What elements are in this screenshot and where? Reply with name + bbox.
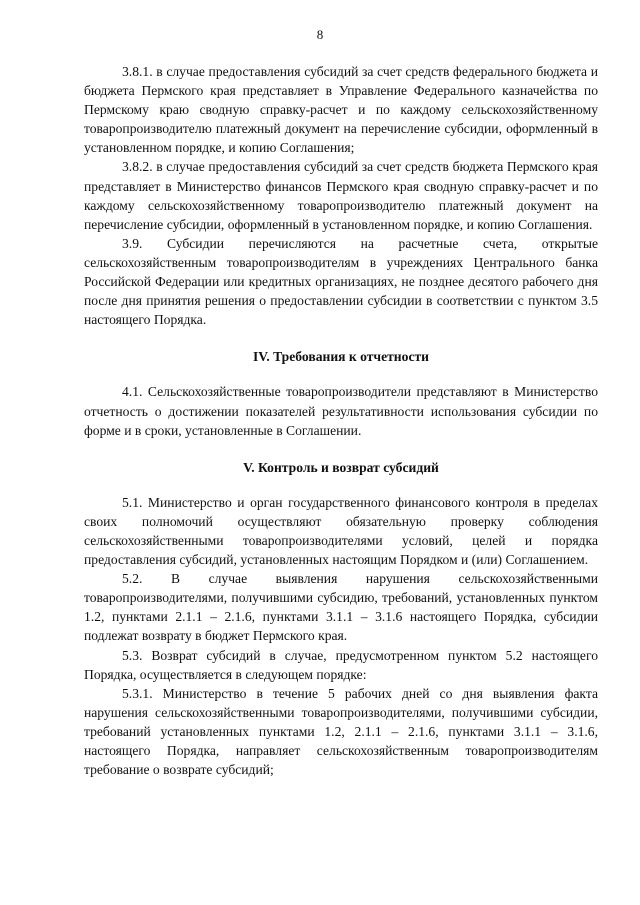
paragraph-5-3: 5.3. Возврат субсидий в случае, предусмотренном пунктом 5.2 настоящего Порядка, осуществляется в следующем порядке: xyxy=(84,647,598,682)
page-number: 8 xyxy=(316,27,324,42)
section-heading-iv: IV. Требования к отчетности xyxy=(252,349,429,365)
paragraph-3-8-2: 3.8.2. в случае предоставления субсидий за счет средств бюджета Пермского края представляет в Министерство финансов Пермского края сводную справку-расчет и по каждому сельскохозяйственному товаропроизводителю платежный документ на перечисление субсидии, оформленный в установленном порядке, и копию Соглашения. xyxy=(84,159,598,232)
paragraph-3-8-1: 3.8.1. в случае предоставления субсидий за счет средств федерального бюджета и бюджета Пермского края представляет в Управление Федерального казначейства по Пермскому краю сводную справку-расчет и по каждому сельскохозяйственному товаропроизводителю платежный документ на перечисление субсидии, оформленный в установленном порядке, и копию Соглашения; xyxy=(84,64,598,156)
paragraph-5-2: 5.2. В случае выявления нарушения сельскохозяйственными товаропроизводителями, получившими субсидию, требований, установленных пунктом 1.2, пунктами 2.1.1 – 2.1.6, пунктами 3.1.1 – 3.1.6 настоящего Порядка, субсидии подлежат возврату в бюджет Пермского края. xyxy=(84,571,598,644)
paragraph-4-1: 4.1. Сельскохозяйственные товаропроизводители представляют в Министерство отчетность о достижении показателей результативности использования субсидии по форме и в сроки, установленные в Соглашении. xyxy=(84,384,598,438)
document-body xyxy=(84,62,598,779)
paragraph-5-3-1: 5.3.1. Министерство в течение 5 рабочих дней со дня выявления факта нарушения сельскохозяйственными товаропроизводителями, получившими субсидии, требований установленных пунктами 1.2, 2.1.1 – 2.1.6, пунктами 3.1.1 – 3.1.6, настоящего Порядка, направляет сельскохозяйственным товаропроизводителям требование о возврате субсидий; xyxy=(84,685,598,778)
paragraph-3-9: 3.9. Субсидии перечисляются на расчетные счета, открытые сельскохозяйственным товаропроизводителям в учреждениях Центрального банка Российской Федерации или кредитных организациях, не позднее десятого рабочего дня после дня принятия решения о предоставлении субсидии в соответствии с пунктом 3.5 настоящего Порядка. xyxy=(84,235,598,328)
section-heading-v: V. Контроль и возврат субсидий xyxy=(243,459,439,475)
paragraph-5-1: 5.1. Министерство и орган государственного финансового контроля в пределах своих полномочий осуществляют обязательную проверку соблюдения сельскохозяйственными товаропроизводителями условий, целей и порядка предоставления субсидий, установленных настоящим Порядком и (или) Соглашением. xyxy=(84,494,598,568)
